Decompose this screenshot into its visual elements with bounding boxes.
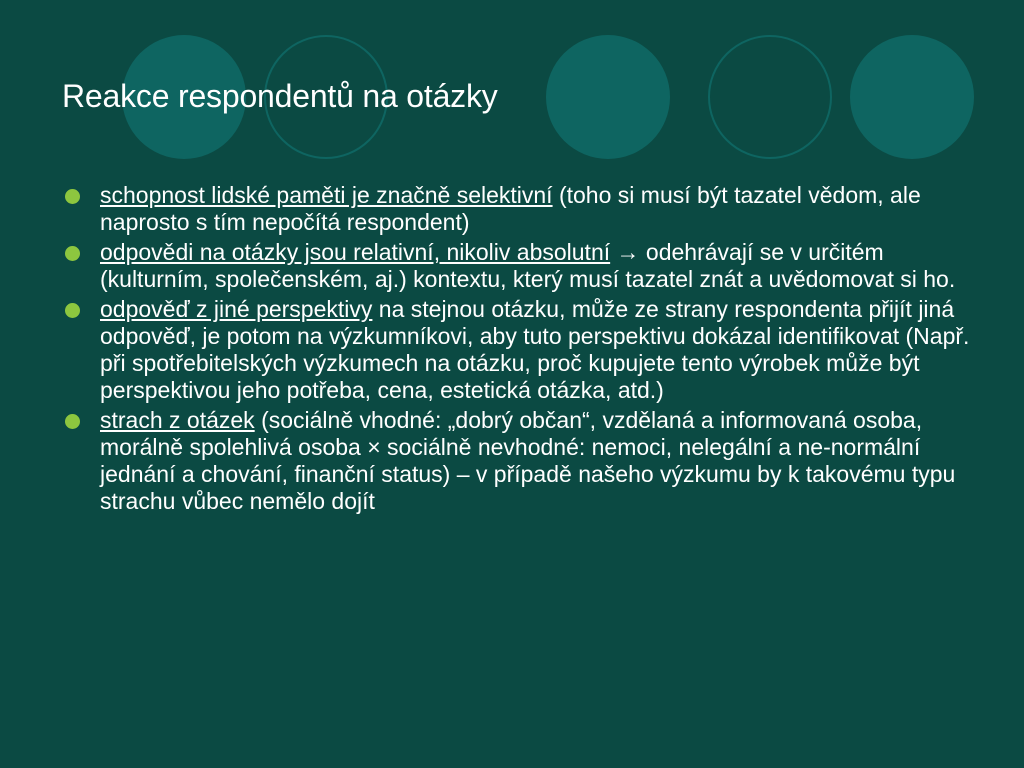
bullet-dot-icon [65,189,80,204]
bullet-key-phrase: odpovědi na otázky jsou relativní, nikoliv absolutní [100,239,611,265]
bullet-item [62,182,972,236]
bullet-item [62,239,972,293]
bullet-dot-icon [65,246,80,261]
bullet-list [62,182,972,518]
bullet-key-phrase: odpověď z jiné perspektivy [100,296,373,322]
bullet-key-phrase: strach z otázek [100,407,255,433]
bullet-text: → odehrávají se v určitém (kulturním, společenském, aj.) kontextu, který musí tazatel znát a uvědomovat si ho. [100,239,956,292]
decorative-circle-filled [850,35,974,159]
bullet-dot-icon [65,303,80,318]
bullet-item [62,407,972,515]
slide-title: Reakce respondentů na otázky [62,78,498,114]
decorative-circle-filled [546,35,670,159]
bullet-text: (sociálně vhodné: „dobrý občan“, vzdělaná a informovaná osoba, morálně spolehlivá osoba × sociálně nevhodné: nemoci, nelegální a ne-normální jednání a chování, finanční status) – v případě našeho výzkumu by k takovému typu strachu vůbec nemělo dojít [100,407,956,514]
bullet-dot-icon [65,414,80,429]
bullet-text: (toho si musí být tazatel vědom, ale naprosto s tím nepočítá respondent) [100,182,921,235]
bullet-text: na stejnou otázku, může ze strany respondenta přijít jiná odpověď, je potom na výzkumníkovi, aby tuto perspektivu dokázal identifikovat (Např. při spotřebitelských výzkumech na otázku, proč kupujete tento výrobek může být perspektivou jeho potřeba, cena, estetická otázka, atd.) [100,296,970,403]
bullet-key-phrase: schopnost lidské paměti je značně selektivní [100,182,553,208]
decorative-circle-ring [708,35,832,159]
bullet-item [62,296,972,404]
